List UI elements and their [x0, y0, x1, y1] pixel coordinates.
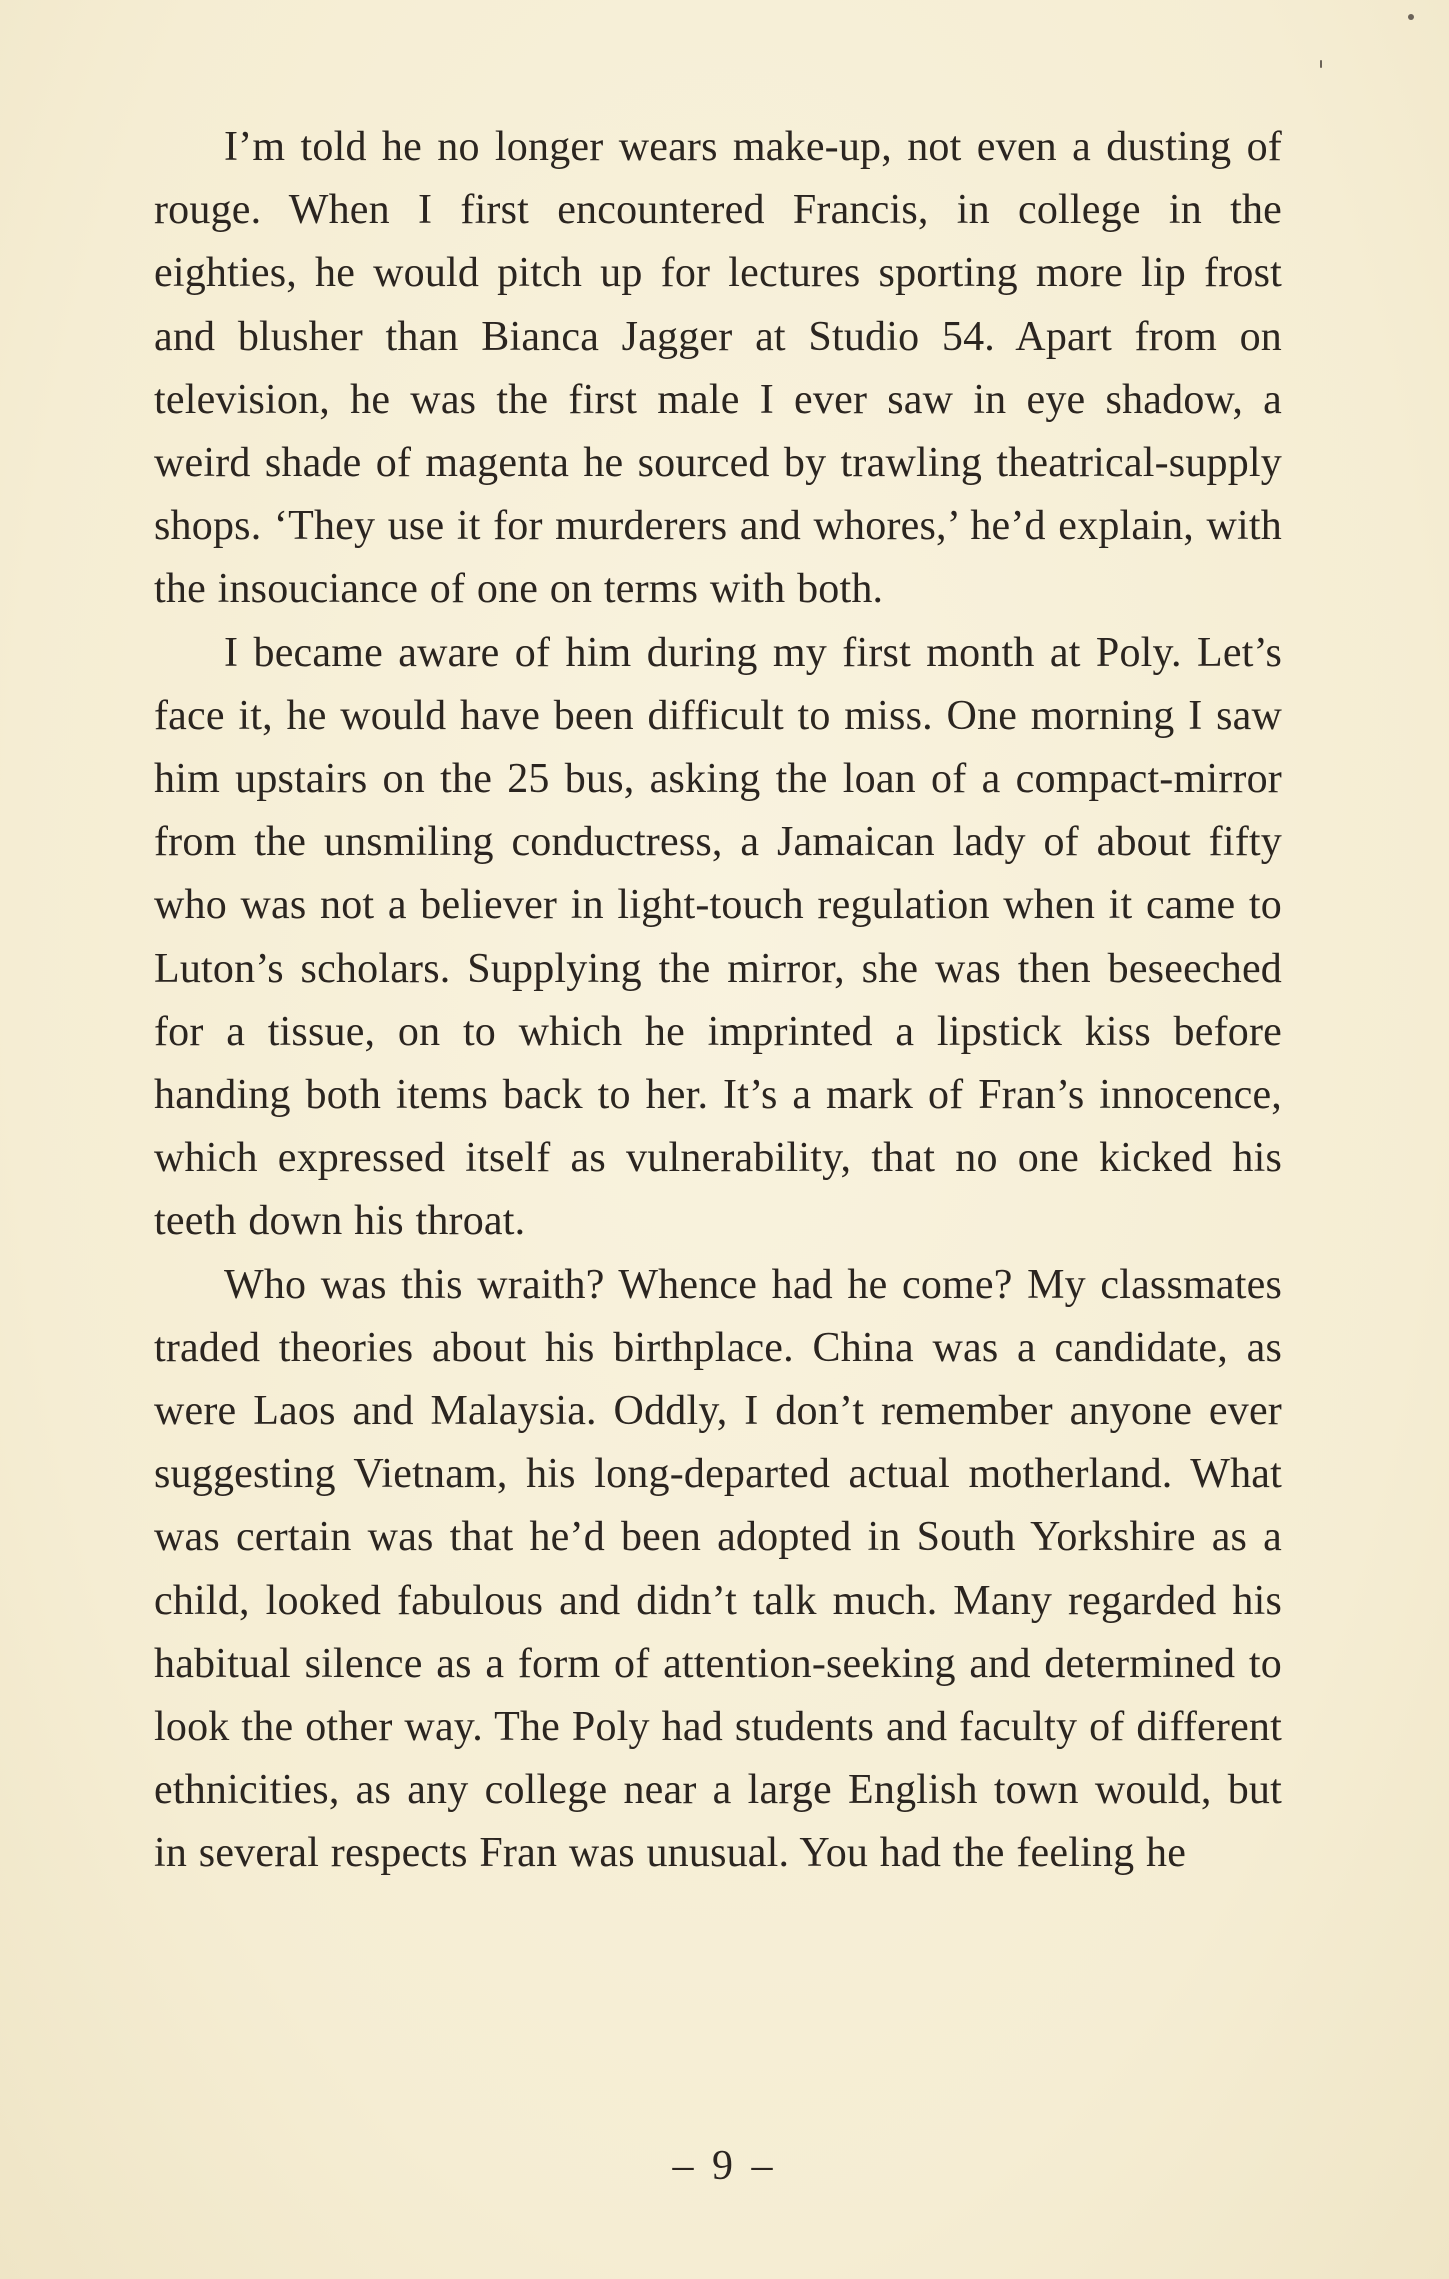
print-speck [1320, 60, 1322, 68]
paragraph-2: I became aware of him during my first month at Poly. Let’s face it, he would have been difficult to miss. One morning I saw him upstairs on the 25 bus, asking the loan of a compact-mirror from the unsmiling conductress, a Jamaican lady of about fifty who was not a believer in light-touch regulation when it came to Luton’s scholars. Supplying the mirror, she was then beseeched for a tissue, on to which he imprinted a lipstick kiss before handing both items back to her. It’s a mark of Fran’s innocence, which expressed itself as vulnerability, that no one kicked his teeth down his throat. [154, 629, 1282, 1245]
body-text [154, 116, 1282, 1886]
paragraph-1: I’m told he no longer wears make-up, not even a dusting of rouge. When I first encountered Francis, in college in the eighties, he would pitch up for lectures sporting more lip frost and blusher than Bianca Jagger at Studio 54. Apart from on television, he was the first male I ever saw in eye shadow, a weird shade of magenta he sourced by trawling theatrical-supply shops. ‘They use it for murderers and whores,’ he’d explain, with the insouciance of one on terms with both. [154, 124, 1282, 613]
page-number: – 9 – [672, 2143, 777, 2189]
paragraph-3: Who was this wraith? Whence had he come? My classmates traded theories about his birthplace. China was a candidate, as were Laos and Malaysia. Oddly, I don’t remember anyone ever suggesting Vietnam, his long-departed actual motherland. What was certain was that he’d been adopted in South Yorkshire as a child, looked fabulous and didn’t talk much. Many regarded his habitual silence as a form of attention-seeking and determined to look the other way. The Poly had students and faculty of different ethnicities, as any college near a large English town would, but in several respects Fran was unusual. You had the feeling he [154, 1261, 1282, 1877]
print-speck [1408, 14, 1414, 20]
